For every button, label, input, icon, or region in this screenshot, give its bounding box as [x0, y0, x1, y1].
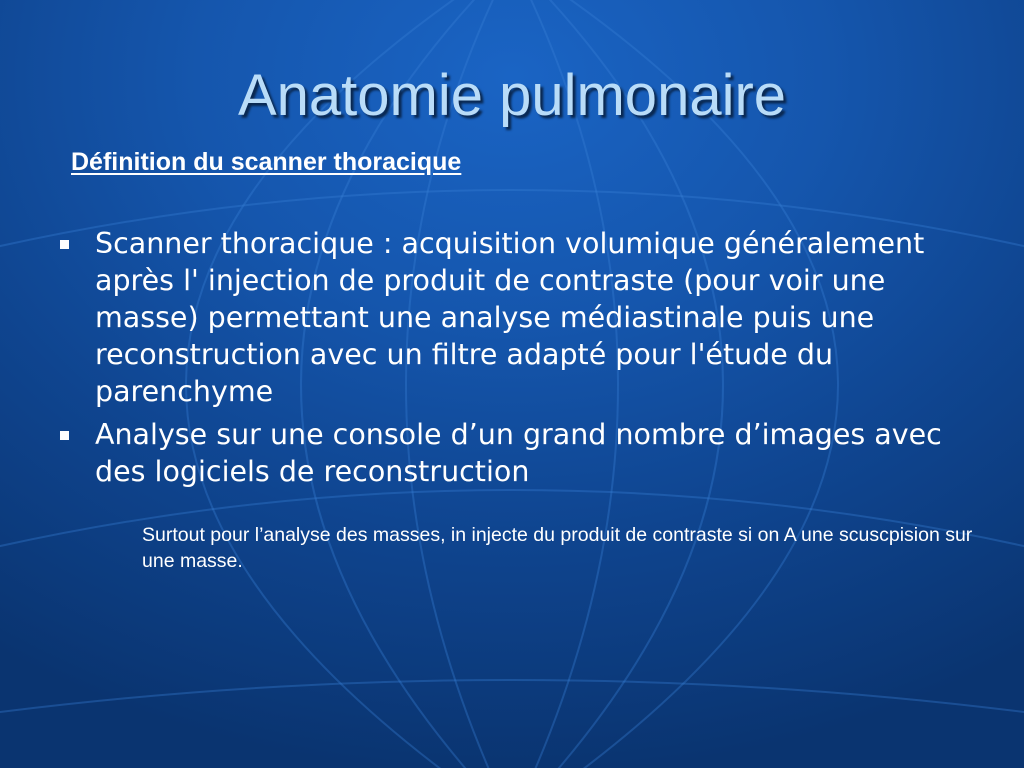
bullet-item [55, 416, 975, 490]
bullet-text: Analyse sur une console d’un grand nombre d’images avec des logiciels de reconstruction [95, 418, 942, 488]
square-bullet-icon [60, 240, 69, 249]
square-bullet-icon [60, 431, 69, 440]
note-text: Surtout pour l’analyse des masses, in injecte du produit de contraste si on A une scuscpision sur une masse. [142, 524, 973, 572]
bullet-list [55, 225, 975, 496]
slide-title: Anatomie pulmonaire [237, 63, 787, 128]
slide-subtitle: Définition du scanner thoracique [71, 148, 462, 176]
bullet-text: Scanner thoracique : acquisition volumique généralement après l' injection de produit de contraste (pour voir une masse) permettant une analyse médiastinale puis une reconstruction avec un filtre adapté pour l'étude du parenchyme [95, 227, 925, 408]
bullet-item [55, 225, 975, 410]
